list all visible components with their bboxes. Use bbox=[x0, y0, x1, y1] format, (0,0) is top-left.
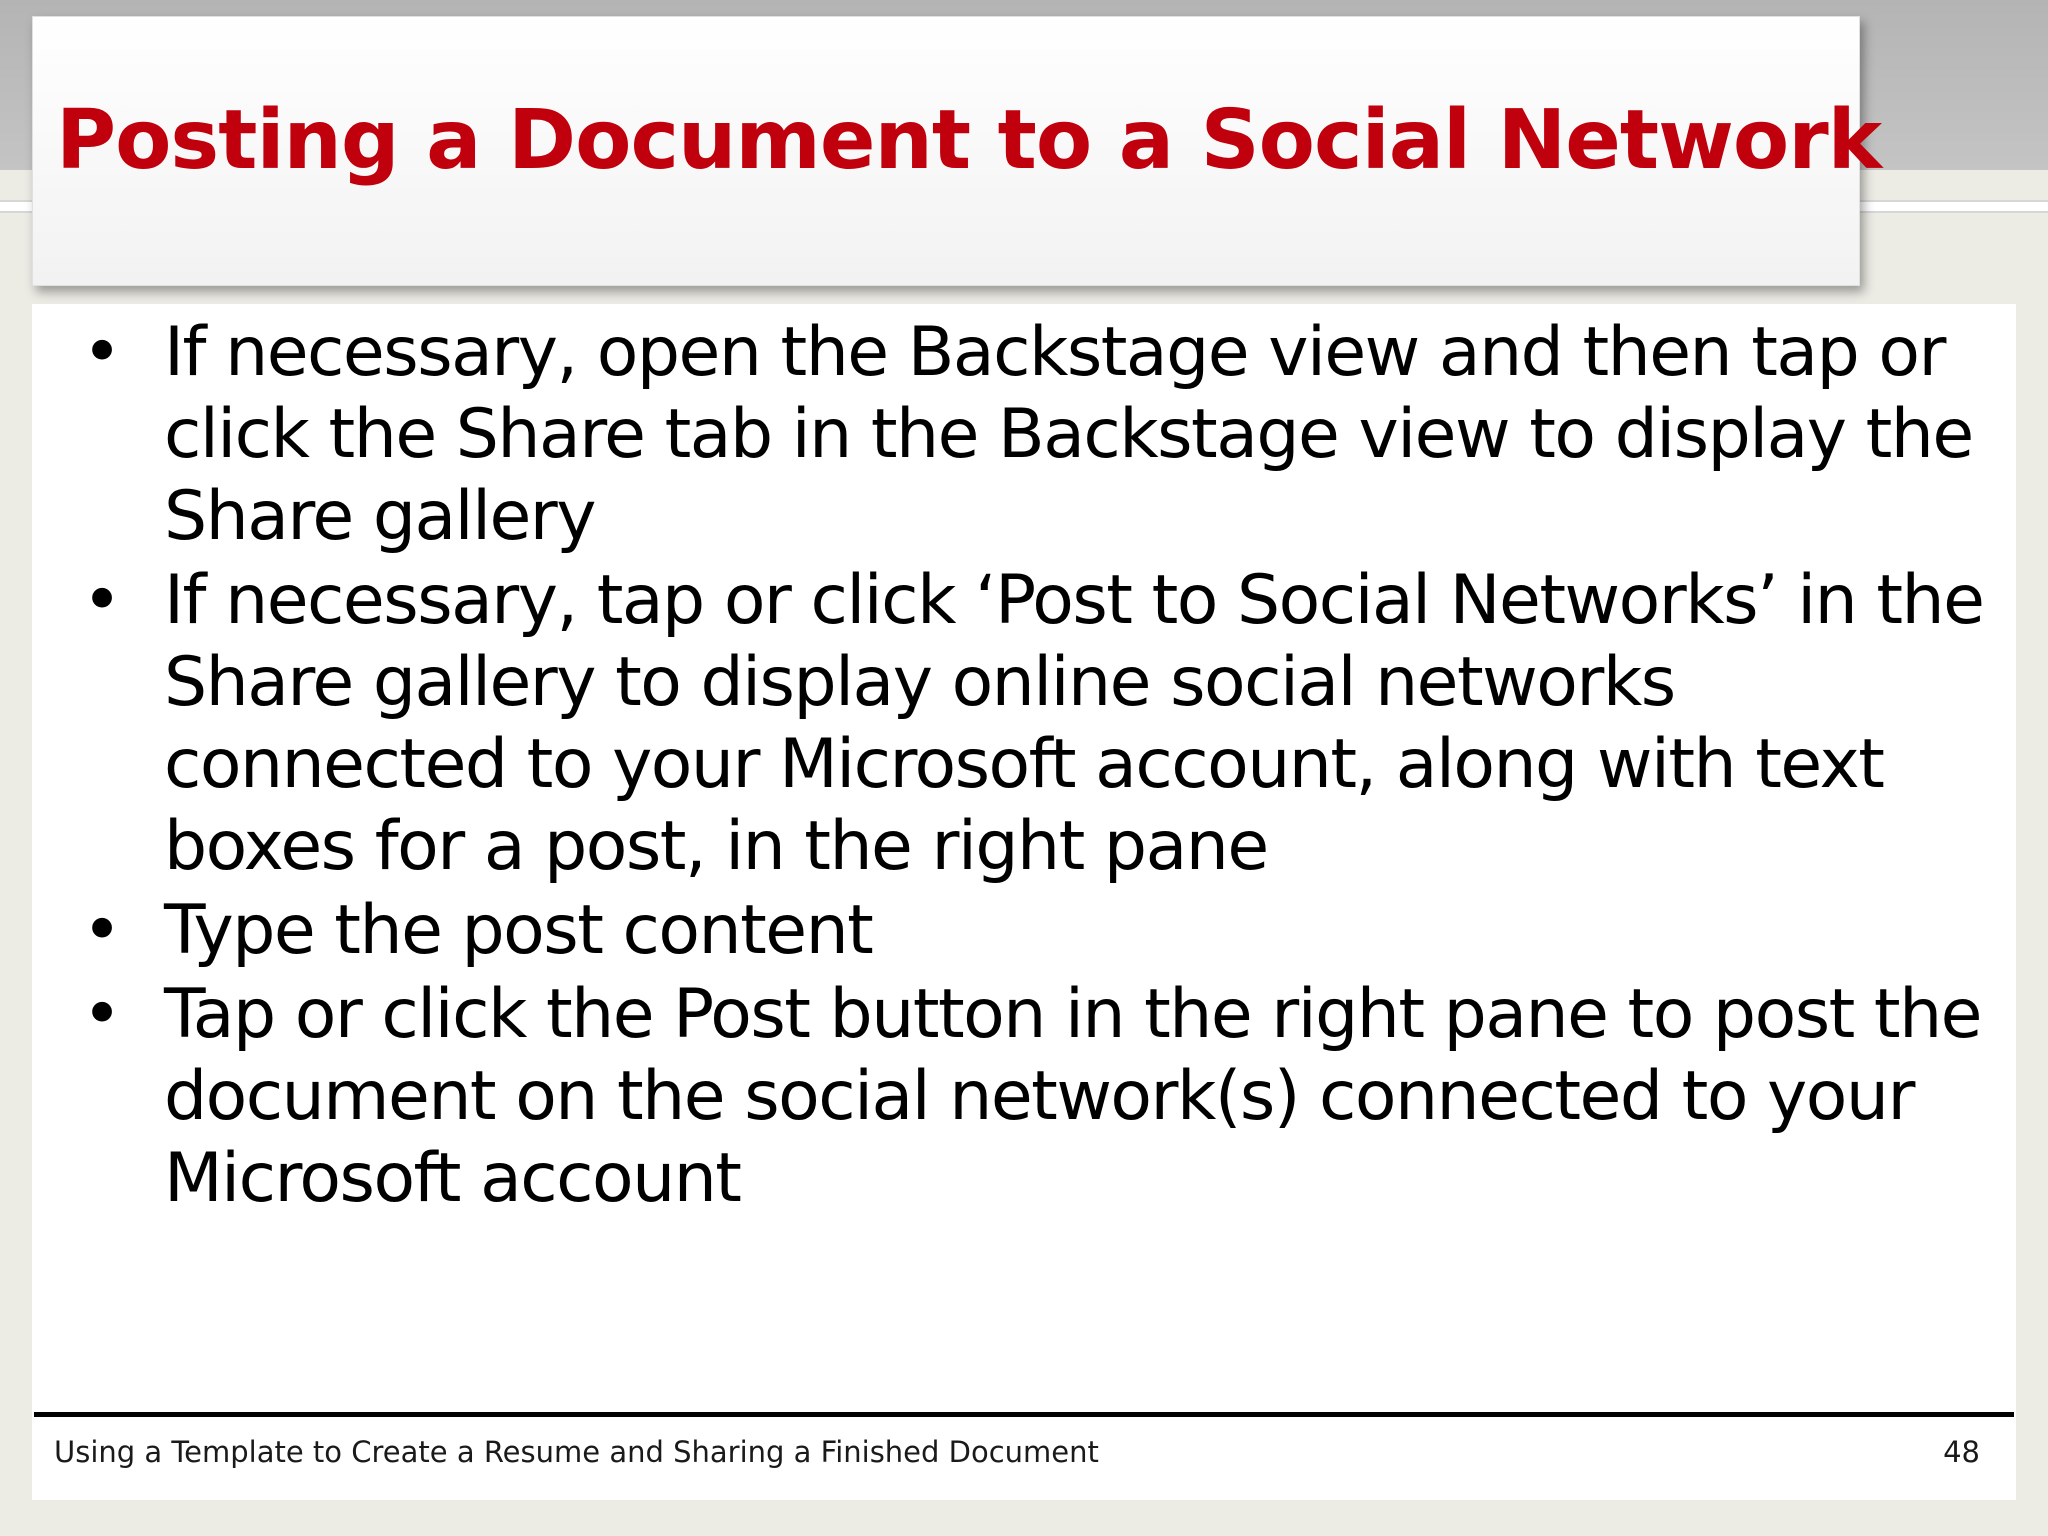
bullet-list bbox=[82, 312, 2016, 1222]
bullet-item: • Type the post content bbox=[82, 890, 2016, 972]
page-number: 48 bbox=[1943, 1435, 1980, 1469]
bullet-item: • If necessary, tap or click ‘Post to Social Networks’ in the Share gallery to display online social networks connected to your Microsoft account, along with text boxes for a post, in the right pane bbox=[82, 560, 2016, 888]
footer-divider bbox=[34, 1412, 2014, 1417]
footer-caption: Using a Template to Create a Resume and Sharing a Finished Document bbox=[54, 1435, 1099, 1469]
bullet-item: • Tap or click the Post button in the right pane to post the document on the social network(s) connected to your Microsoft account bbox=[82, 974, 2016, 1220]
content-panel bbox=[32, 304, 2016, 1500]
slide-title: Posting a Document to a Social Network bbox=[56, 93, 1882, 188]
bullet-item: • If necessary, open the Backstage view and then tap or click the Share tab in the Backstage view to display the Share gallery bbox=[82, 312, 2016, 558]
